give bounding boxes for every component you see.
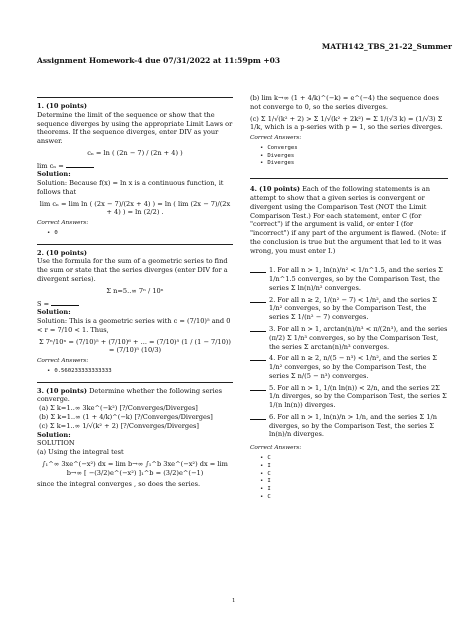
right-column	[250, 94, 448, 502]
statement-1-blank[interactable]	[250, 266, 266, 273]
answer-item: • Diverges	[260, 160, 448, 168]
answer-item: • Diverges	[260, 153, 448, 161]
question-2	[37, 249, 233, 376]
question-2-solution-text: Solution: This is a geometric series with c = (7/10)⁵ and 0 < r = 7/10 < 1. Thus,	[37, 317, 231, 334]
statement-3-text: 3. For all n > 1, arctan(n)/n³ < π/(2n³), and the series (π/2) Σ 1/n³ converges, so by the Comparison Test, the series Σ arctan(n)/n³ converges.	[269, 324, 448, 351]
question-3-solution-b: (b) lim k→∞ (1 + 4/k)^(−k) = e^(−4) the sequence does not converge to 0, so the series diverges.	[250, 94, 439, 111]
statement-5-blank[interactable]	[250, 384, 266, 391]
question-4-head: 4. (10 points)	[250, 185, 300, 194]
spacer	[250, 255, 448, 263]
statement-6-text: 6. For all n > 1, ln(n)/n > 1/n, and the series Σ 1/n diverges, so by the Comparison Test, the series Σ ln(n)/n diverges.	[269, 412, 437, 439]
question-4-correct-label: Correct Answers:	[250, 445, 302, 452]
question-3-part-b[interactable]: (b) Σ k=1..∞ (1 + 4/k)^(−k) [?/Converges/Diverges]	[39, 412, 213, 421]
answer-item: • Converges	[260, 145, 448, 153]
question-1-text: Determine the limit of the sequence or show that the sequence diverges by using the appropriate Limit Laws or theorems. If the sequence diverges, enter DIV as your answer.	[37, 110, 233, 146]
statement-3	[250, 325, 448, 351]
statement-5	[250, 384, 448, 410]
question-3-solution-head: SOLUTION	[37, 439, 75, 448]
assignment-title: Assignment Homework-4 due 07/31/2022 at 11:59pm +03	[37, 56, 281, 65]
divider	[37, 382, 233, 383]
statement-2	[250, 296, 448, 322]
question-2-correct-label: Correct Answers:	[37, 358, 89, 365]
question-3-head: 3. (10 points)	[37, 386, 87, 395]
question-3-solution-label: Solution:	[37, 430, 71, 439]
statement-6-blank[interactable]	[250, 413, 266, 420]
statement-1	[250, 266, 448, 292]
course-code: MATH142_TBS_21-22_Summer	[321, 42, 452, 51]
question-1-solution-formula: lim cₙ = lim ln ( (2x − 7)/(2x + 4) ) = ln ( lim (2x − 7)/(2x + 4) ) = ln (2/2) .	[39, 199, 231, 217]
question-3-answers	[250, 145, 448, 168]
question-1-answer-blank[interactable]	[66, 161, 94, 168]
question-4-answers	[250, 455, 448, 502]
answer-item: • C	[260, 471, 448, 479]
question-2-text: Use the formula for the sum of a geometric series to find the sum or state that the series diverges (enter DIV for a divergent series).	[37, 257, 228, 284]
answer-item: • I	[260, 478, 448, 486]
question-2-answer-row	[37, 299, 233, 309]
question-1	[37, 102, 233, 238]
question-4-head-row	[250, 185, 448, 255]
question-3-correct-label: Correct Answers:	[250, 135, 302, 142]
question-3-solution-c: (c) Σ 1/√(k² + 2) > Σ 1/√(k² + 2k²) = Σ 1/(√3 k) = (1/√3) Σ 1/k, which is a p-series with p = 1, so the series diverges.	[250, 114, 443, 132]
question-1-solution-text: Solution: Because f(x) = ln x is a continuous function, it follows that	[37, 179, 224, 196]
question-2-formula: Σ n=5..∞ 7ⁿ / 10ⁿ	[106, 286, 164, 295]
statement-2-text: 2. For all n ≥ 2, 1/(n² − 7) < 1/n², and the series Σ 1/n² converges, so by the Comparison Test, the series Σ 1/(n² − 7) converges.	[269, 295, 437, 322]
question-2-answer-blank[interactable]	[51, 299, 79, 306]
statement-4-text: 4. For all n ≥ 2, n/(5 − n³) < 1/n², and the series Σ 1/n² converges, so by the Comparison Test, the series Σ n/(5 − n³) converges.	[269, 354, 438, 380]
question-1-limit: lim cₙ =	[37, 161, 64, 170]
question-4	[250, 185, 448, 502]
divider	[37, 97, 233, 98]
answer-item: • I	[260, 486, 448, 494]
answer-item: • 0.560233333333333	[47, 368, 233, 376]
question-2-answers	[37, 368, 233, 376]
question-2-head: 2. (10 points)	[37, 248, 87, 257]
page-number: 1	[232, 598, 236, 604]
question-1-correct-label: Correct Answers:	[37, 220, 89, 227]
statement-6	[250, 413, 448, 439]
question-3-text: Determine whether the following series converge.	[37, 386, 223, 404]
question-1-answer-row	[37, 161, 233, 171]
question-3-solution-end: since the integral converges , so does the series.	[37, 480, 201, 489]
statement-5-text: 5. For all n > 1, 1/(n ln(n)) < 2/n, and the series 2Σ 1/n diverges, so by the Comparison Test, the series Σ 1/(n ln(n)) diverges.	[269, 383, 447, 410]
question-1-solution-label: Solution:	[37, 170, 71, 179]
statement-3-blank[interactable]	[250, 325, 266, 332]
question-3-solution-formula: ∫₁^∞ 3xe^(−x²) dx = lim b→∞ ∫₁^b 3xe^(−x²) dx = lim b→∞ [ −(3/2)e^(−x²) ]₁^b = (3/2)e^(−1)	[42, 459, 228, 477]
answer-item: • I	[260, 463, 448, 471]
left-column	[37, 94, 233, 489]
question-3-continued	[250, 94, 448, 168]
divider	[250, 178, 448, 179]
question-2-sum: S =	[37, 299, 50, 308]
question-3-head-row	[37, 387, 233, 405]
statement-4	[250, 354, 448, 380]
statement-1-text: 1. For all n > 1, ln(n)/n² < 1/n^1.5, and the series Σ 1/n^1.5 converges, so by the Comparison Test, the series Σ ln(n)/n² converges.	[269, 266, 443, 292]
question-1-head: 1. (10 points)	[37, 102, 87, 110]
statement-2-blank[interactable]	[250, 296, 266, 303]
question-1-answers	[37, 230, 233, 238]
question-4-text: Each of the following statements is an attempt to show that a given series is convergent or divergent using the Comparison Test (NOT the Limit Comparison Test.) For each statement, enter C (for "correct") if the argument is valid, or enter I (for "incorrect") if any part of the argument is flawed. (Note: if the conclusion is true but the argument that led to it was wrong, you must enter I.)	[250, 185, 446, 255]
question-3-solution-a: (a) Using the integral test	[37, 448, 124, 457]
question-2-solution-label: Solution:	[37, 308, 71, 317]
question-3	[37, 387, 233, 489]
question-3-part-a[interactable]: (a) Σ k=1..∞ 3ke^(−k²) [?/Converges/Diverges]	[39, 404, 198, 413]
answer-item: • C	[260, 494, 448, 502]
question-2-solution-formula: Σ 7ⁿ/10ⁿ = (7/10)⁵ + (7/10)⁶ + ... = (7/10)⁵ (1 / (1 − 7/10)) = (7/10)⁵ (10/3)	[39, 337, 231, 355]
statement-4-blank[interactable]	[250, 354, 266, 361]
question-1-formula: cₙ = ln ( (2n − 7) / (2n + 4) )	[87, 148, 183, 157]
divider	[37, 244, 233, 245]
answer-item: • C	[260, 455, 448, 463]
answer-item: • 0	[47, 230, 233, 238]
question-3-part-c[interactable]: (c) Σ k=1..∞ 1/√(k² + 2) [?/Converges/Diverges]	[39, 421, 199, 430]
